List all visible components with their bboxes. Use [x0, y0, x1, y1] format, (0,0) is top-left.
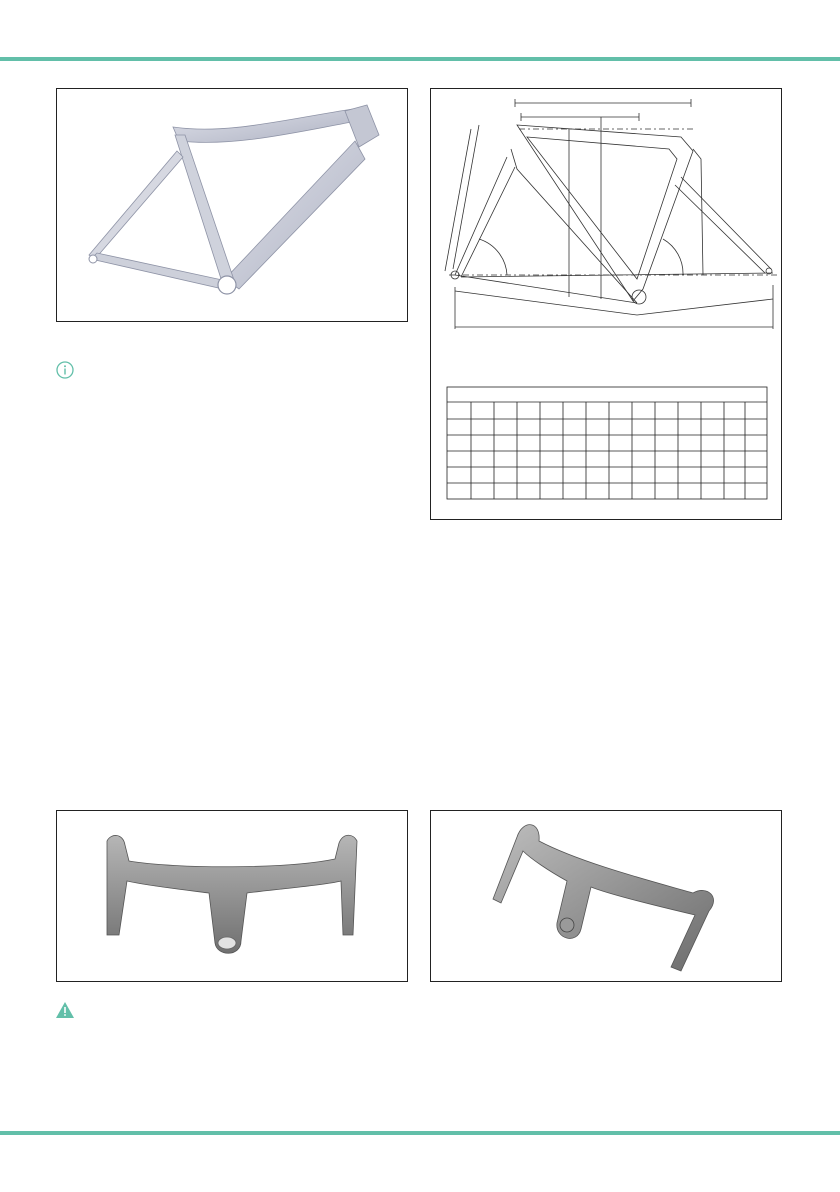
- bottom-accent-rule: [0, 1131, 840, 1135]
- handlebar-angled-panel: [430, 810, 782, 982]
- warning-triangle-icon: [55, 1001, 75, 1019]
- frame-render-image: [57, 89, 409, 323]
- top-accent-rule: [0, 57, 840, 61]
- handlebar-front-image: [57, 811, 409, 983]
- geometry-drawing-panel: [430, 88, 782, 520]
- handlebar-angled-image: [431, 811, 783, 983]
- geometry-table: [447, 387, 767, 499]
- handlebar-front-panel: [56, 810, 408, 982]
- frame-render-panel: [56, 88, 408, 322]
- info-circle-icon: [56, 361, 74, 379]
- frame-geometry-drawing: [431, 89, 783, 521]
